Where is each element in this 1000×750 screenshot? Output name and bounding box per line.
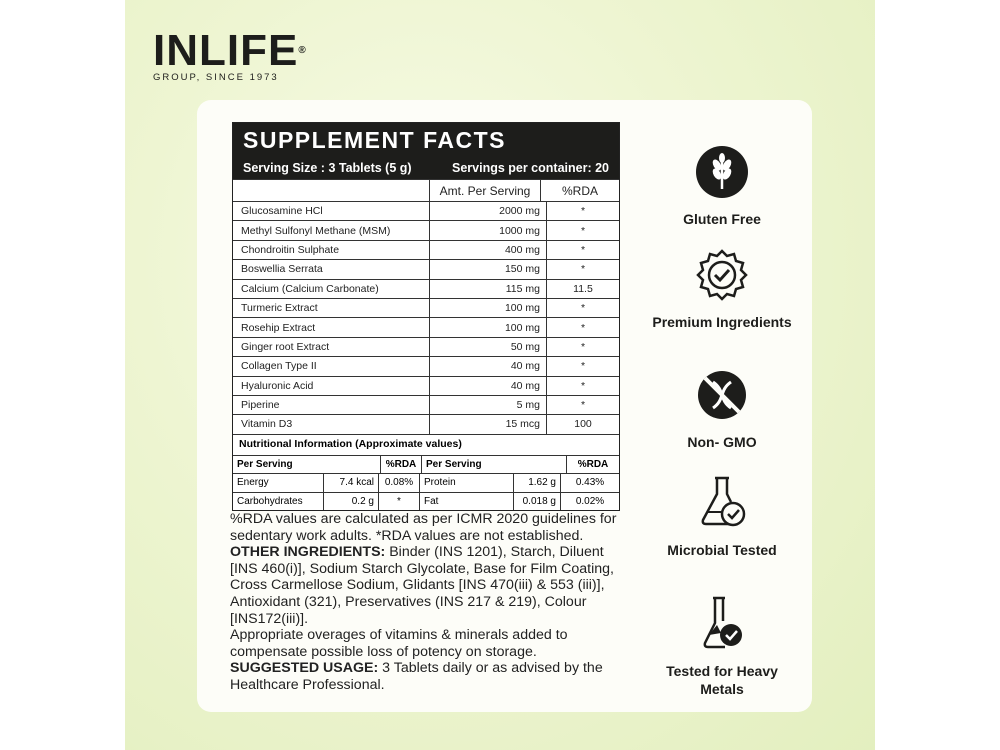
ingredient-row [233, 220, 619, 239]
ingredient-amount: 15 mcg [430, 415, 547, 433]
ingredient-row [233, 279, 619, 298]
ingredient-name: Boswellia Serrata [233, 260, 430, 278]
nutrition-cell: * [379, 493, 420, 511]
nutrition-row [233, 492, 619, 511]
ingredient-name: Collagen Type II [233, 357, 430, 375]
facts-title: SUPPLEMENT FACTS [233, 123, 619, 157]
ingredient-rda: * [580, 399, 586, 412]
badge-label: Gluten Free [683, 211, 761, 227]
ingredient-row [233, 376, 619, 395]
ingredient-rda: * [580, 243, 586, 256]
ingredient-amount: 400 mg [430, 241, 547, 259]
amount-column-header: Amt. Per Serving [430, 180, 541, 201]
ingredient-name: Calcium (Calcium Carbonate) [233, 280, 430, 298]
ingredient-rda: * [580, 302, 586, 315]
ingredient-amount: 100 mg [430, 299, 547, 317]
ingredient-row [233, 317, 619, 336]
nutrition-cell: 0.08% [379, 474, 420, 492]
nutrition-header-row: Per Serving %RDA Per Serving %RDA [233, 455, 619, 474]
other-ingredients-text: Binder (INS 1201), Starch, Diluent [INS 460(i)], Sodium Starch Glycolate, Base for Film Coating, Cross Carmellose Sodium, Glidants [INS 470(iii) & 553 (iii)], Antioxidant (321), Preservatives (INS 217 & 219), Colour [INS172(iii)]. [230, 544, 614, 627]
badge-gluten-free [652, 145, 792, 228]
nutrition-cell: 0.43% [575, 477, 605, 489]
nutrition-cell: 7.4 kcal [324, 474, 379, 492]
rda-note: %RDA values are calculated as per ICMR 2020 guidelines for sedentary work adults. *RDA values are not established. [230, 511, 617, 544]
badge-label: Microbial Tested [667, 542, 777, 558]
ingredient-row [233, 356, 619, 375]
ingredient-name: Ginger root Extract [233, 338, 430, 356]
ingredient-amount: 40 mg [430, 357, 547, 375]
dna-crossed-icon [695, 368, 749, 422]
ingredient-name: Chondroitin Sulphate [233, 241, 430, 259]
ingredient-rda: 100 [574, 418, 592, 431]
ingredient-rda: * [580, 263, 586, 276]
serving-info [233, 157, 619, 179]
nutrition-cell: Fat [420, 493, 514, 511]
nutrition-cell: Protein [420, 474, 514, 492]
facts-header-row [233, 179, 619, 201]
nutrition-cell: 0.018 g [514, 493, 561, 511]
wheat-icon [695, 145, 749, 199]
ingredient-rda: * [580, 340, 586, 353]
brand-tagline: GROUP, SINCE 1973 [153, 72, 279, 83]
ingredient-amount: 1000 mg [430, 221, 547, 239]
ingredient-name: Turmeric Extract [233, 299, 430, 317]
ingredient-name: Rosehip Extract [233, 318, 430, 336]
ingredient-rda: * [580, 224, 586, 237]
ingredient-amount: 50 mg [430, 338, 547, 356]
nutrition-cell: 0.02% [575, 495, 605, 507]
nutrition-list [233, 473, 619, 510]
ingredient-name: Glucosamine HCl [233, 202, 430, 220]
nutrition-cell: Carbohydrates [233, 493, 324, 511]
ingredient-rda: * [580, 321, 586, 334]
ingredient-row [233, 414, 619, 433]
rda-column-header: %RDA [561, 183, 598, 198]
ingredient-row [233, 259, 619, 278]
ingredient-rda: * [580, 379, 586, 392]
usage-label: SUGGESTED USAGE: [230, 660, 379, 677]
ingredient-rda: * [580, 205, 586, 218]
usage-text: 3 Tablets daily or as advised by the Healthcare Professional. [230, 660, 603, 693]
nutrition-cell: 0.2 g [324, 493, 379, 511]
ingredient-amount: 40 mg [430, 377, 547, 395]
serving-size: Serving Size : 3 Tablets (5 g) [243, 161, 412, 175]
nutrition-cell: 1.62 g [514, 474, 561, 492]
badge-microbial [652, 472, 792, 559]
ingredient-amount: 115 mg [430, 280, 547, 298]
other-ingredients-label: OTHER INGREDIENTS: [230, 544, 386, 561]
flask-check-icon [695, 472, 749, 530]
badge-label: Tested for Heavy Metals [666, 663, 778, 697]
ingredient-row [233, 395, 619, 414]
ingredient-row [233, 337, 619, 356]
badge-label: Premium Ingredients [652, 314, 792, 330]
brand-name: INLIFE [153, 26, 299, 75]
ingredient-name: Hyaluronic Acid [233, 377, 430, 395]
ingredient-row [233, 201, 619, 220]
badge-premium [652, 248, 792, 331]
ingredient-amount: 100 mg [430, 318, 547, 336]
registered-mark: ® [298, 45, 307, 56]
servings-per-container: Servings per container: 20 [451, 161, 609, 175]
ingredient-list [233, 201, 619, 434]
ingredient-name: Vitamin D3 [233, 415, 430, 433]
ingredient-amount: 2000 mg [430, 202, 547, 220]
ingredient-row [233, 240, 619, 259]
overages-note: Appropriate overages of vitamins & minerals added to compensate possible loss of potency on storage. [230, 627, 568, 660]
beaker-check-icon [695, 593, 749, 651]
ingredient-rda: * [580, 360, 586, 373]
ingredient-name: Piperine [233, 396, 430, 414]
ingredient-name: Methyl Sulfonyl Methane (MSM) [233, 221, 430, 239]
quality-seal-icon [695, 248, 749, 302]
nutrition-row [233, 473, 619, 492]
ingredient-amount: 5 mg [430, 396, 547, 414]
brand-logo [153, 28, 307, 83]
nutrition-title: Nutritional Information (Approximate values) [233, 434, 619, 455]
notes-text [230, 511, 630, 694]
badge-heavy-metals [652, 593, 792, 698]
nutrition-cell: Energy [233, 474, 324, 492]
supplement-facts-panel [232, 122, 620, 511]
ingredient-row [233, 298, 619, 317]
info-card [197, 100, 812, 712]
product-image [125, 0, 875, 750]
badge-label: Non- GMO [687, 434, 757, 450]
ingredient-rda: 11.5 [573, 282, 593, 295]
badge-non-gmo [652, 368, 792, 451]
ingredient-amount: 150 mg [430, 260, 547, 278]
